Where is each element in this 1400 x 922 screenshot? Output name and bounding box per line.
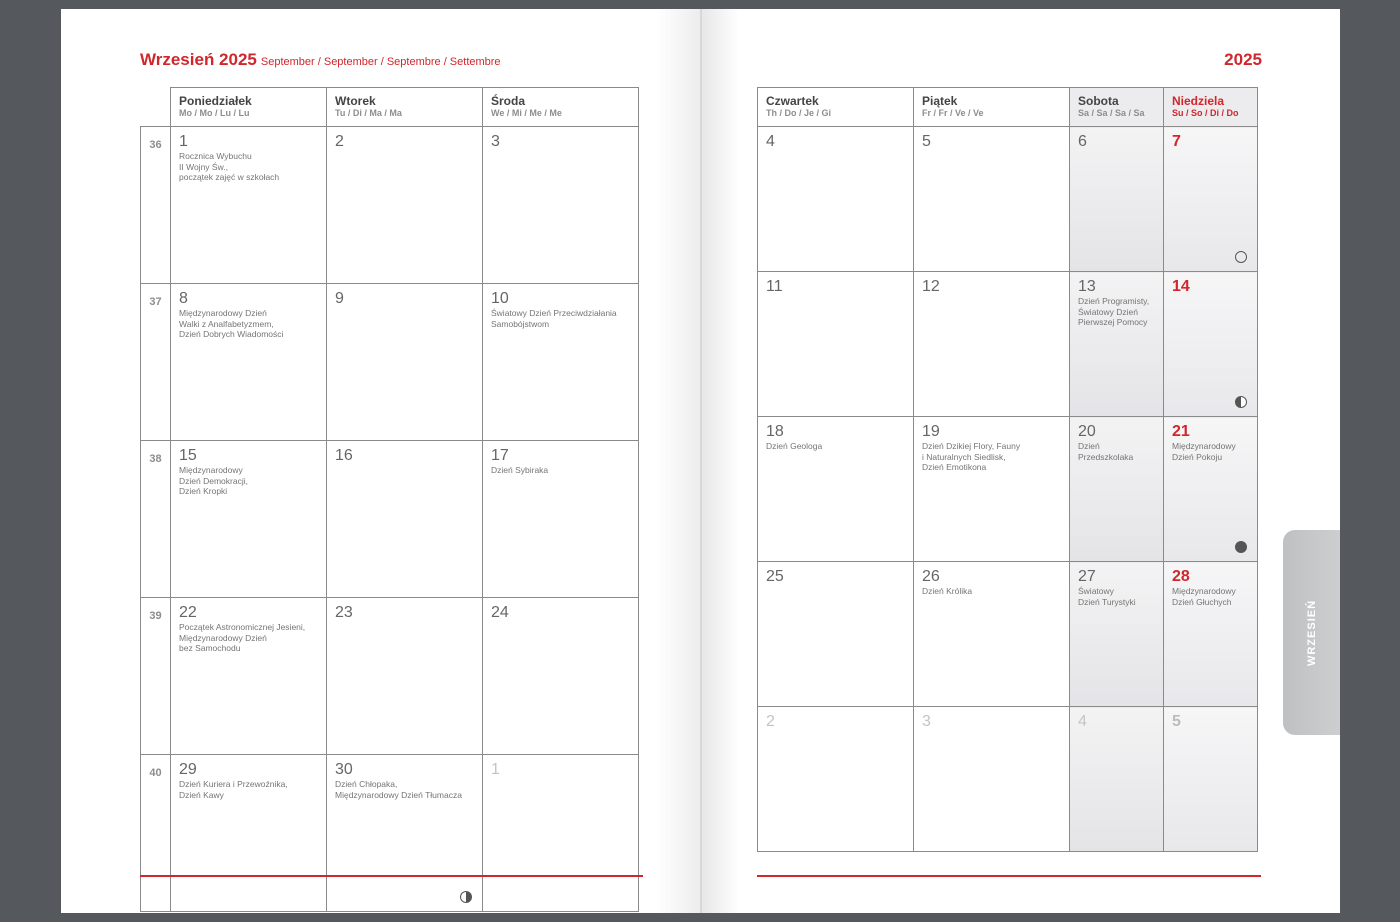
day-cell[interactable] xyxy=(483,755,639,912)
day-number: 9 xyxy=(335,290,344,307)
day-number: 11 xyxy=(766,278,783,295)
holiday-note: Dzień Programisty, Światowy Dzień Pierwszej Pomocy xyxy=(1078,296,1150,327)
holiday-note: Dzień Chłopaka, Międzynarodowy Dzień Tłumacza xyxy=(335,779,462,800)
day-cell[interactable] xyxy=(327,755,483,912)
day-cell[interactable] xyxy=(914,562,1070,707)
day-cell[interactable] xyxy=(914,272,1070,417)
day-abbr: Sa / Sa / Sa / Sa xyxy=(1078,108,1145,118)
week-row xyxy=(141,755,639,912)
moon-phase-full-icon xyxy=(1235,541,1247,553)
month-title xyxy=(140,50,501,70)
day-cell[interactable] xyxy=(1070,707,1164,852)
day-number: 18 xyxy=(766,423,784,440)
day-cell[interactable] xyxy=(483,284,639,441)
month-name: Wrzesień 2025 xyxy=(140,50,257,69)
day-header-tuesday xyxy=(327,88,483,127)
day-cell[interactable] xyxy=(327,284,483,441)
day-number: 6 xyxy=(1078,133,1087,150)
footer-rule-right xyxy=(757,875,1261,877)
day-header-friday xyxy=(914,88,1070,127)
day-number: 15 xyxy=(179,447,197,464)
day-number: 10 xyxy=(491,290,509,307)
day-number: 5 xyxy=(922,133,931,150)
day-number: 7 xyxy=(1172,133,1181,150)
day-header-thursday xyxy=(758,88,914,127)
day-number: 3 xyxy=(922,713,931,730)
day-number: 24 xyxy=(491,604,509,621)
day-number: 22 xyxy=(179,604,197,621)
day-name: Sobota xyxy=(1078,94,1119,108)
day-cell[interactable] xyxy=(758,562,914,707)
day-abbr: Tu / Di / Ma / Ma xyxy=(335,108,402,118)
month-tab-label: WRZESIEŃ xyxy=(1305,599,1318,666)
week-row xyxy=(758,562,1258,707)
calendar-left xyxy=(140,87,639,912)
holiday-note: Międzynarodowy Dzień Walki z Analfabetyzmem, Dzień Dobrych Wiadomości xyxy=(179,308,284,339)
day-header-saturday xyxy=(1070,88,1164,127)
day-number: 16 xyxy=(335,447,353,464)
day-number: 4 xyxy=(766,133,775,150)
day-number: 23 xyxy=(335,604,353,621)
day-cell[interactable] xyxy=(1070,417,1164,562)
holiday-note: Dzień Królika xyxy=(922,586,973,596)
week-row xyxy=(758,707,1258,852)
day-number: 1 xyxy=(491,761,500,778)
day-abbr: Th / Do / Je / Gi xyxy=(766,108,832,118)
day-cell[interactable] xyxy=(758,417,914,562)
day-number: 2 xyxy=(766,713,775,730)
week-row xyxy=(141,441,639,598)
holiday-note: Dzień Geologa xyxy=(766,441,823,451)
day-cell[interactable] xyxy=(171,441,327,598)
holiday-note: Światowy Dzień Turystyki xyxy=(1078,586,1136,607)
day-cell[interactable] xyxy=(171,598,327,755)
day-cell[interactable] xyxy=(914,127,1070,272)
day-cell[interactable] xyxy=(327,441,483,598)
moon-phase-new-icon xyxy=(1235,251,1247,263)
day-cell[interactable] xyxy=(758,127,914,272)
day-cell[interactable] xyxy=(758,707,914,852)
week-number: 36 xyxy=(141,127,171,284)
footer-rule-left xyxy=(140,875,643,877)
week-row xyxy=(758,272,1258,417)
week-row xyxy=(758,417,1258,562)
day-cell[interactable] xyxy=(171,284,327,441)
week-row xyxy=(758,127,1258,272)
day-number: 1 xyxy=(179,133,188,150)
day-number: 4 xyxy=(1078,713,1087,730)
day-number: 5 xyxy=(1172,713,1181,730)
day-cell[interactable] xyxy=(327,127,483,284)
week-number: 38 xyxy=(141,441,171,598)
day-cell[interactable] xyxy=(483,598,639,755)
day-name: Poniedziałek xyxy=(179,94,252,108)
day-cell[interactable] xyxy=(1164,562,1258,707)
week-row xyxy=(141,284,639,441)
day-cell[interactable] xyxy=(758,272,914,417)
day-header-monday xyxy=(171,88,327,127)
day-cell[interactable] xyxy=(1164,272,1258,417)
day-number: 26 xyxy=(922,568,940,585)
year-label: 2025 xyxy=(1224,50,1262,69)
day-cell[interactable] xyxy=(327,598,483,755)
moon-phase-first-icon xyxy=(460,891,472,903)
day-abbr: Mo / Mo / Lu / Lu xyxy=(179,108,250,118)
holiday-note: Początek Astronomicznej Jesieni, Międzynarodowy Dzień bez Samochodu xyxy=(179,622,306,653)
day-cell[interactable] xyxy=(483,127,639,284)
week-number-header xyxy=(141,88,171,127)
day-number: 25 xyxy=(766,568,784,585)
day-number: 2 xyxy=(335,133,344,150)
week-number: 40 xyxy=(141,755,171,912)
day-number: 17 xyxy=(491,447,509,464)
day-abbr: Fr / Fr / Ve / Ve xyxy=(922,108,984,118)
day-cell[interactable] xyxy=(483,441,639,598)
week-number: 37 xyxy=(141,284,171,441)
day-cell[interactable] xyxy=(171,755,327,912)
day-number: 29 xyxy=(179,761,197,778)
day-name: Piątek xyxy=(922,94,958,108)
holiday-note: Dzień Przedszkolaka xyxy=(1078,441,1134,462)
holiday-note: Światowy Dzień Przeciwdziałania Samobójstwom xyxy=(491,308,617,329)
week-row xyxy=(141,127,639,284)
day-cell[interactable] xyxy=(1070,562,1164,707)
month-translations: September / September / Septembre / Settembre xyxy=(260,56,501,68)
book-gutter xyxy=(700,9,702,913)
holiday-note: Dzień Dzikiej Flory, Fauny i Naturalnych Siedlisk, Dzień Emotikona xyxy=(922,441,1021,472)
day-number: 28 xyxy=(1172,568,1190,585)
day-cell[interactable] xyxy=(171,127,327,284)
day-number: 12 xyxy=(922,278,940,295)
day-number: 13 xyxy=(1078,278,1096,295)
day-cell[interactable] xyxy=(1070,272,1164,417)
day-cell[interactable] xyxy=(1164,707,1258,852)
day-name: Wtorek xyxy=(335,94,376,108)
day-number: 21 xyxy=(1172,423,1190,440)
day-number: 8 xyxy=(179,290,188,307)
day-cell[interactable] xyxy=(914,707,1070,852)
day-cell[interactable] xyxy=(1164,127,1258,272)
day-number: 27 xyxy=(1078,568,1096,585)
moon-phase-last-icon xyxy=(1235,396,1247,408)
holiday-note: Międzynarodowy Dzień Głuchych xyxy=(1172,586,1236,607)
day-header-wednesday xyxy=(483,88,639,127)
week-row xyxy=(141,598,639,755)
day-name: Niedziela xyxy=(1172,94,1225,108)
day-abbr: Su / So / Di / Do xyxy=(1172,108,1239,118)
day-number: 3 xyxy=(491,133,500,150)
holiday-note: Dzień Kuriera i Przewoźnika, Dzień Kawy xyxy=(179,779,288,800)
day-abbr: We / Mi / Me / Me xyxy=(491,108,562,118)
month-index-tab[interactable] xyxy=(1283,530,1340,735)
calendar-right xyxy=(757,87,1258,852)
day-cell[interactable] xyxy=(914,417,1070,562)
day-number: 14 xyxy=(1172,278,1190,295)
holiday-note: Dzień Sybiraka xyxy=(491,465,549,475)
day-number: 19 xyxy=(922,423,940,440)
day-header-sunday xyxy=(1164,88,1258,127)
day-cell[interactable] xyxy=(1070,127,1164,272)
day-name: Środa xyxy=(491,94,526,108)
day-number: 20 xyxy=(1078,423,1096,440)
day-number: 30 xyxy=(335,761,353,778)
week-number: 39 xyxy=(141,598,171,755)
holiday-note: Międzynarodowy Dzień Demokracji, Dzień Kropki xyxy=(179,465,248,496)
day-name: Czwartek xyxy=(766,94,819,108)
holiday-note: Międzynarodowy Dzień Pokoju xyxy=(1172,441,1236,462)
day-cell[interactable] xyxy=(1164,417,1258,562)
holiday-note: Rocznica Wybuchu II Wojny Św., początek zajęć w szkołach xyxy=(179,151,280,182)
